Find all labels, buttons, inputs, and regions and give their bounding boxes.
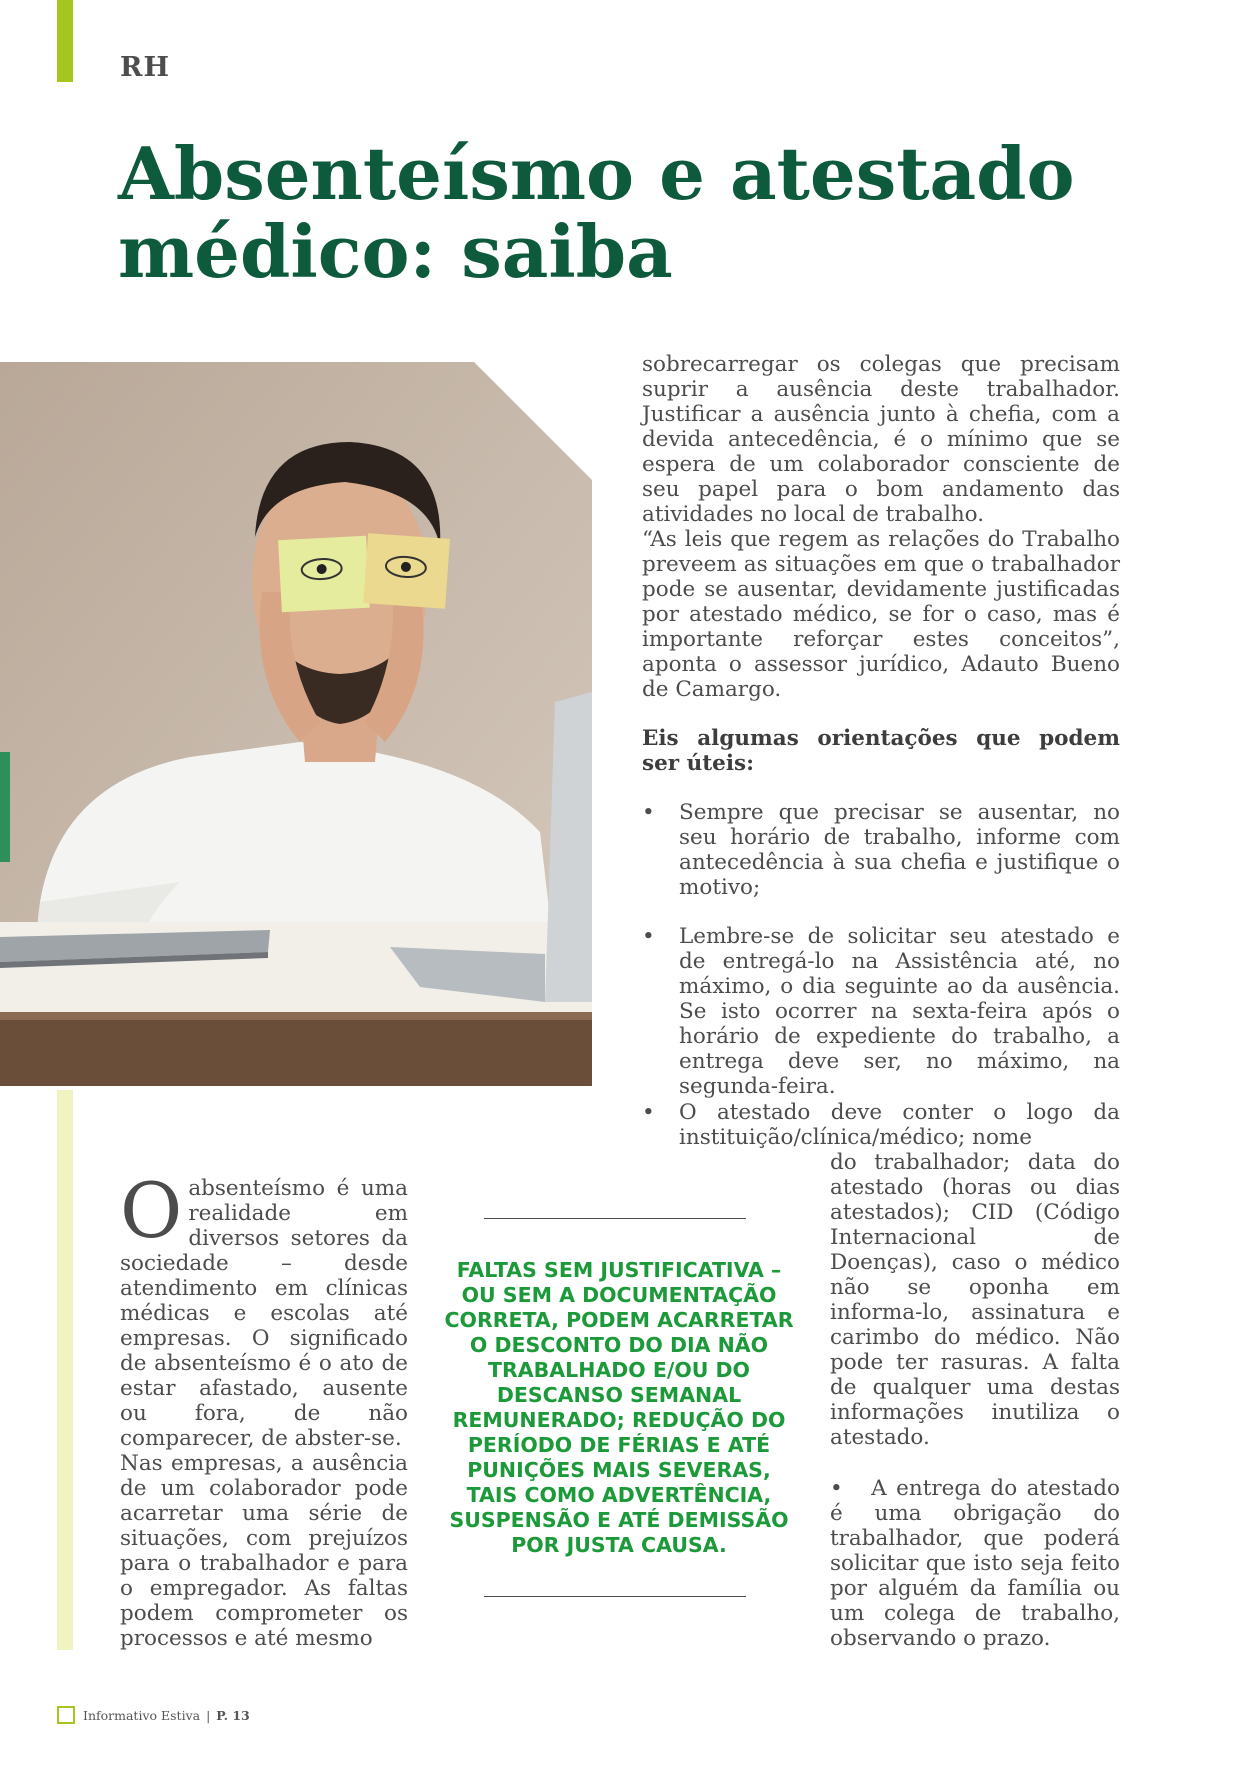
title-line-2: médico: saiba xyxy=(118,209,673,294)
drop-cap: O xyxy=(120,1166,183,1255)
opening-paragraph xyxy=(120,1166,408,1451)
intro-paragraph: sobrecarregar os colegas que precisam suprir a ausência deste trabalhador. Justificar a ausência junto à chefia, com a devida antecedência, é o mínimo que se espera de um colaborador consciente de seu papel para o bom andamento das atividades no local de trabalho. xyxy=(642,352,1120,527)
section-accent-bar xyxy=(57,0,73,82)
second-paragraph: Nas empresas, a ausência de um colaborador pode acarretar uma série de situações, com prejuízos para o trabalhador e para o empregador. As faltas podem comprometer os processos e até mesmo xyxy=(120,1451,408,1651)
left-column xyxy=(120,1166,408,1651)
page-title xyxy=(118,131,1118,294)
pull-quote xyxy=(444,1218,794,1598)
footer-square-icon xyxy=(57,1706,75,1724)
bullet-dot: • xyxy=(830,1476,872,1501)
list-item: • Lembre-se de solicitar seu atestado e de entregá-lo na Assistência até, no máximo, o dia seguinte ao da ausência. Se isto ocorrer na sexta-feira após o horário de expediente do trabalho, a entrega deve ser, no máximo, na segunda-feira. xyxy=(642,924,1120,1099)
list-item xyxy=(830,1476,1120,1651)
column-accent-bar xyxy=(57,1090,73,1650)
bullet-3-start: O atestado deve conter o logo da instituição/clínica/médico; nome xyxy=(679,1100,1120,1150)
pull-quote-rule-bottom xyxy=(484,1596,746,1597)
article-photo xyxy=(0,362,592,1086)
page-footer xyxy=(57,1706,250,1724)
bullet-4-text: A entrega do atestado é uma obrigação do trabalhador, que poderá solicitar que isto seja feito por alguém da família ou um colega de trabalho, observando o prazo. xyxy=(830,1476,1120,1651)
opening-text: absenteísmo é uma realidade em diversos setores da sociedade – desde atendimento em clínicas médicas e escolas até empresas. O significado de absenteísmo é o ato de estar afastado, ausente ou fora, de não comparecer, de abster-se. xyxy=(120,1176,408,1451)
publication-name: Informativo Estiva xyxy=(83,1707,201,1723)
guide-heading: Eis algumas orientações que podem ser úteis: xyxy=(642,726,1120,776)
list-item: • Sempre que precisar se ausentar, no seu horário de trabalho, informe com antecedência à sua chefia e justifique o motivo; xyxy=(642,800,1120,900)
bullet-3-continuation: do trabalhador; data do atestado (horas ou dias atestados); CID (Código Internacional de Doenças), caso o médico não se oponha em informa-lo, assinatura e carimbo do médico. Não pode ter rasuras. A falta de qualquer uma destas informações inutiliza o atestado. xyxy=(830,1150,1120,1450)
quote-paragraph: “As leis que regem as relações do Trabalho preveem as situações em que o trabalhador pode se ausentar, devidamente justificadas por atestado médico, se for o caso, mas é importante reforçar estes conceitos”, aponta o assessor jurídico, Adauto Bueno de Camargo. xyxy=(642,527,1120,702)
guide-list xyxy=(642,800,1120,1099)
pull-quote-text: FALTAS SEM JUSTIFICATIVA – OU SEM A DOCUMENTAÇÃO CORRETA, PODEM ACARRETAR O DESCONTO DO DIA NÃO TRABALHADO E/OU DO DESCANSO SEMANAL REMUNERADO; REDUÇÃO DO PERÍODO DE FÉRIAS E ATÉ PUNIÇÕES MAIS SEVERAS, TAIS COMO ADVERTÊNCIA, SUSPENSÃO E ATÉ DEMISSÃO POR JUSTA CAUSA. xyxy=(444,1258,794,1557)
pull-quote-rule-top xyxy=(484,1218,746,1219)
section-label: RH xyxy=(120,52,170,83)
bullet-dot: • xyxy=(642,1100,655,1125)
footer-separator: | xyxy=(206,1707,211,1723)
title-line-1: Absenteísmo e atestado xyxy=(118,131,1075,216)
page-number: P. 13 xyxy=(216,1707,250,1723)
right-column xyxy=(642,352,1120,1123)
list-item xyxy=(642,1100,1120,1150)
